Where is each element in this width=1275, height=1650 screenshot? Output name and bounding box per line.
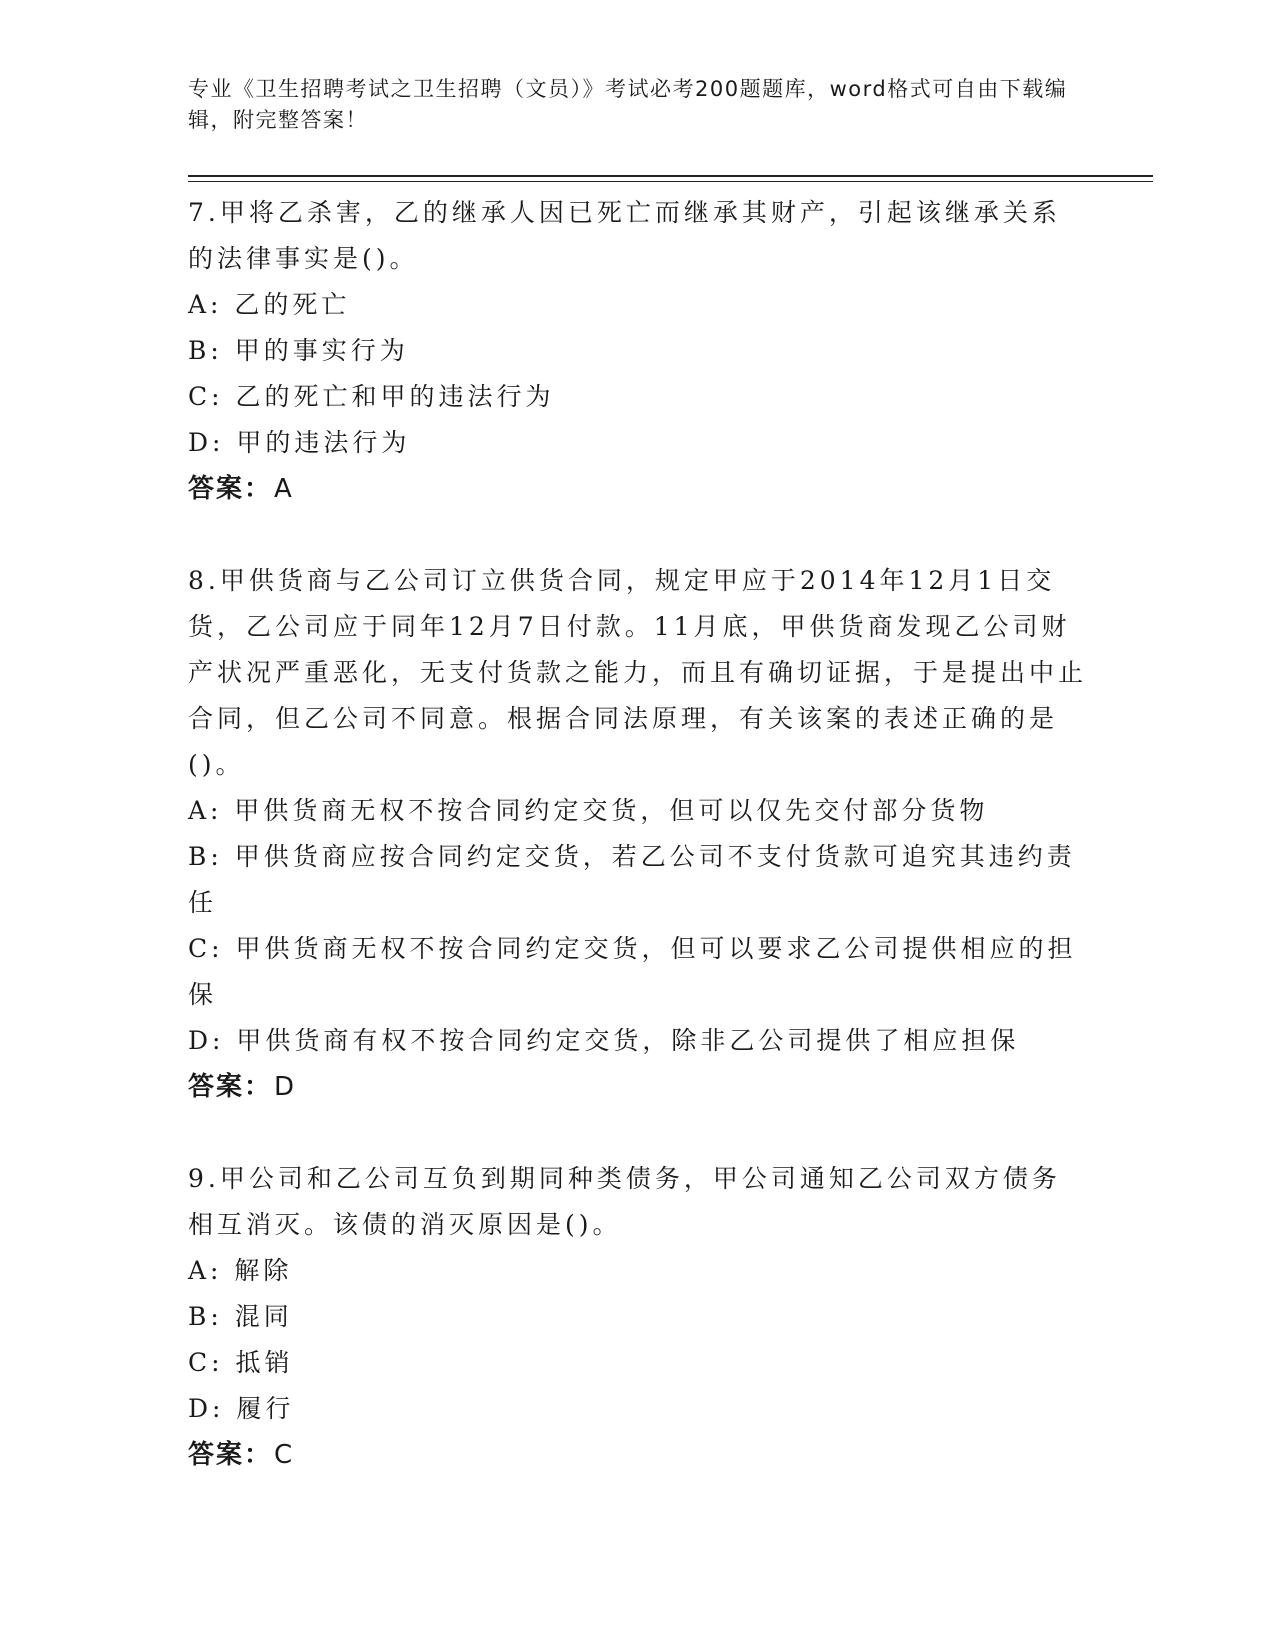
question-stem: 8.甲供货商与乙公司订立供货合同，规定甲应于2014年12月1日交货，乙公司应于同年12月7日付款。11月底，甲供货商发现乙公司财产状况严重恶化，无支付货款之能力，而且有确切证据，于是提出中止合同，但乙公司不同意。根据合同法原理，有关该案的表述正确的是()。 — [188, 566, 1088, 779]
spacer — [188, 1110, 1088, 1156]
header-divider-thin — [188, 181, 1153, 182]
answer-line — [188, 466, 1088, 512]
option-d: D: 履行 — [188, 1394, 295, 1423]
header-divider-thick — [188, 175, 1153, 177]
option-c: C: 乙的死亡和甲的违法行为 — [188, 382, 555, 411]
answer-label: 答案： — [188, 1440, 273, 1470]
option-c: C: 抵销 — [188, 1348, 294, 1377]
option-d: D: 甲供货商有权不按合同约定交货，除非乙公司提供了相应担保 — [188, 1026, 1020, 1055]
option-a: A: 乙的死亡 — [188, 290, 351, 319]
answer-line — [188, 1432, 1088, 1478]
question-stem: 7.甲将乙杀害，乙的继承人因已死亡而继承其财产，引起该继承关系的法律事实是()。 — [188, 198, 1061, 273]
answer-label: 答案： — [188, 474, 273, 504]
option-d: D: 甲的违法行为 — [188, 428, 411, 457]
option-a: A: 解除 — [188, 1256, 293, 1285]
question-item — [188, 558, 1088, 1110]
option-b: B: 混同 — [188, 1302, 293, 1331]
option-a: A: 甲供货商无权不按合同约定交货，但可以仅先交付部分货物 — [188, 796, 989, 825]
answer-label: 答案： — [188, 1072, 273, 1102]
question-stem: 9.甲公司和乙公司互负到期同种类债务，甲公司通知乙公司双方债务相互消灭。该债的消灭原因是()。 — [188, 1164, 1061, 1239]
answer-value: A — [274, 474, 292, 504]
answer-value: D — [274, 1072, 295, 1102]
question-item — [188, 1156, 1088, 1478]
document-header: 专业《卫生招聘考试之卫生招聘（文员）》考试必考200题题库，word格式可自由下载编辑，附完整答案！ — [188, 77, 1068, 132]
question-list — [188, 190, 1088, 1478]
spacer — [188, 512, 1088, 558]
option-b: B: 甲的事实行为 — [188, 336, 409, 365]
answer-value: C — [274, 1440, 293, 1470]
option-b: B: 甲供货商应按合同约定交货，若乙公司不支付货款可追究其违约责任 — [188, 842, 1076, 917]
question-item — [188, 190, 1088, 512]
answer-line — [188, 1064, 1088, 1110]
option-c: C: 甲供货商无权不按合同约定交货，但可以要求乙公司提供相应的担保 — [188, 934, 1077, 1009]
